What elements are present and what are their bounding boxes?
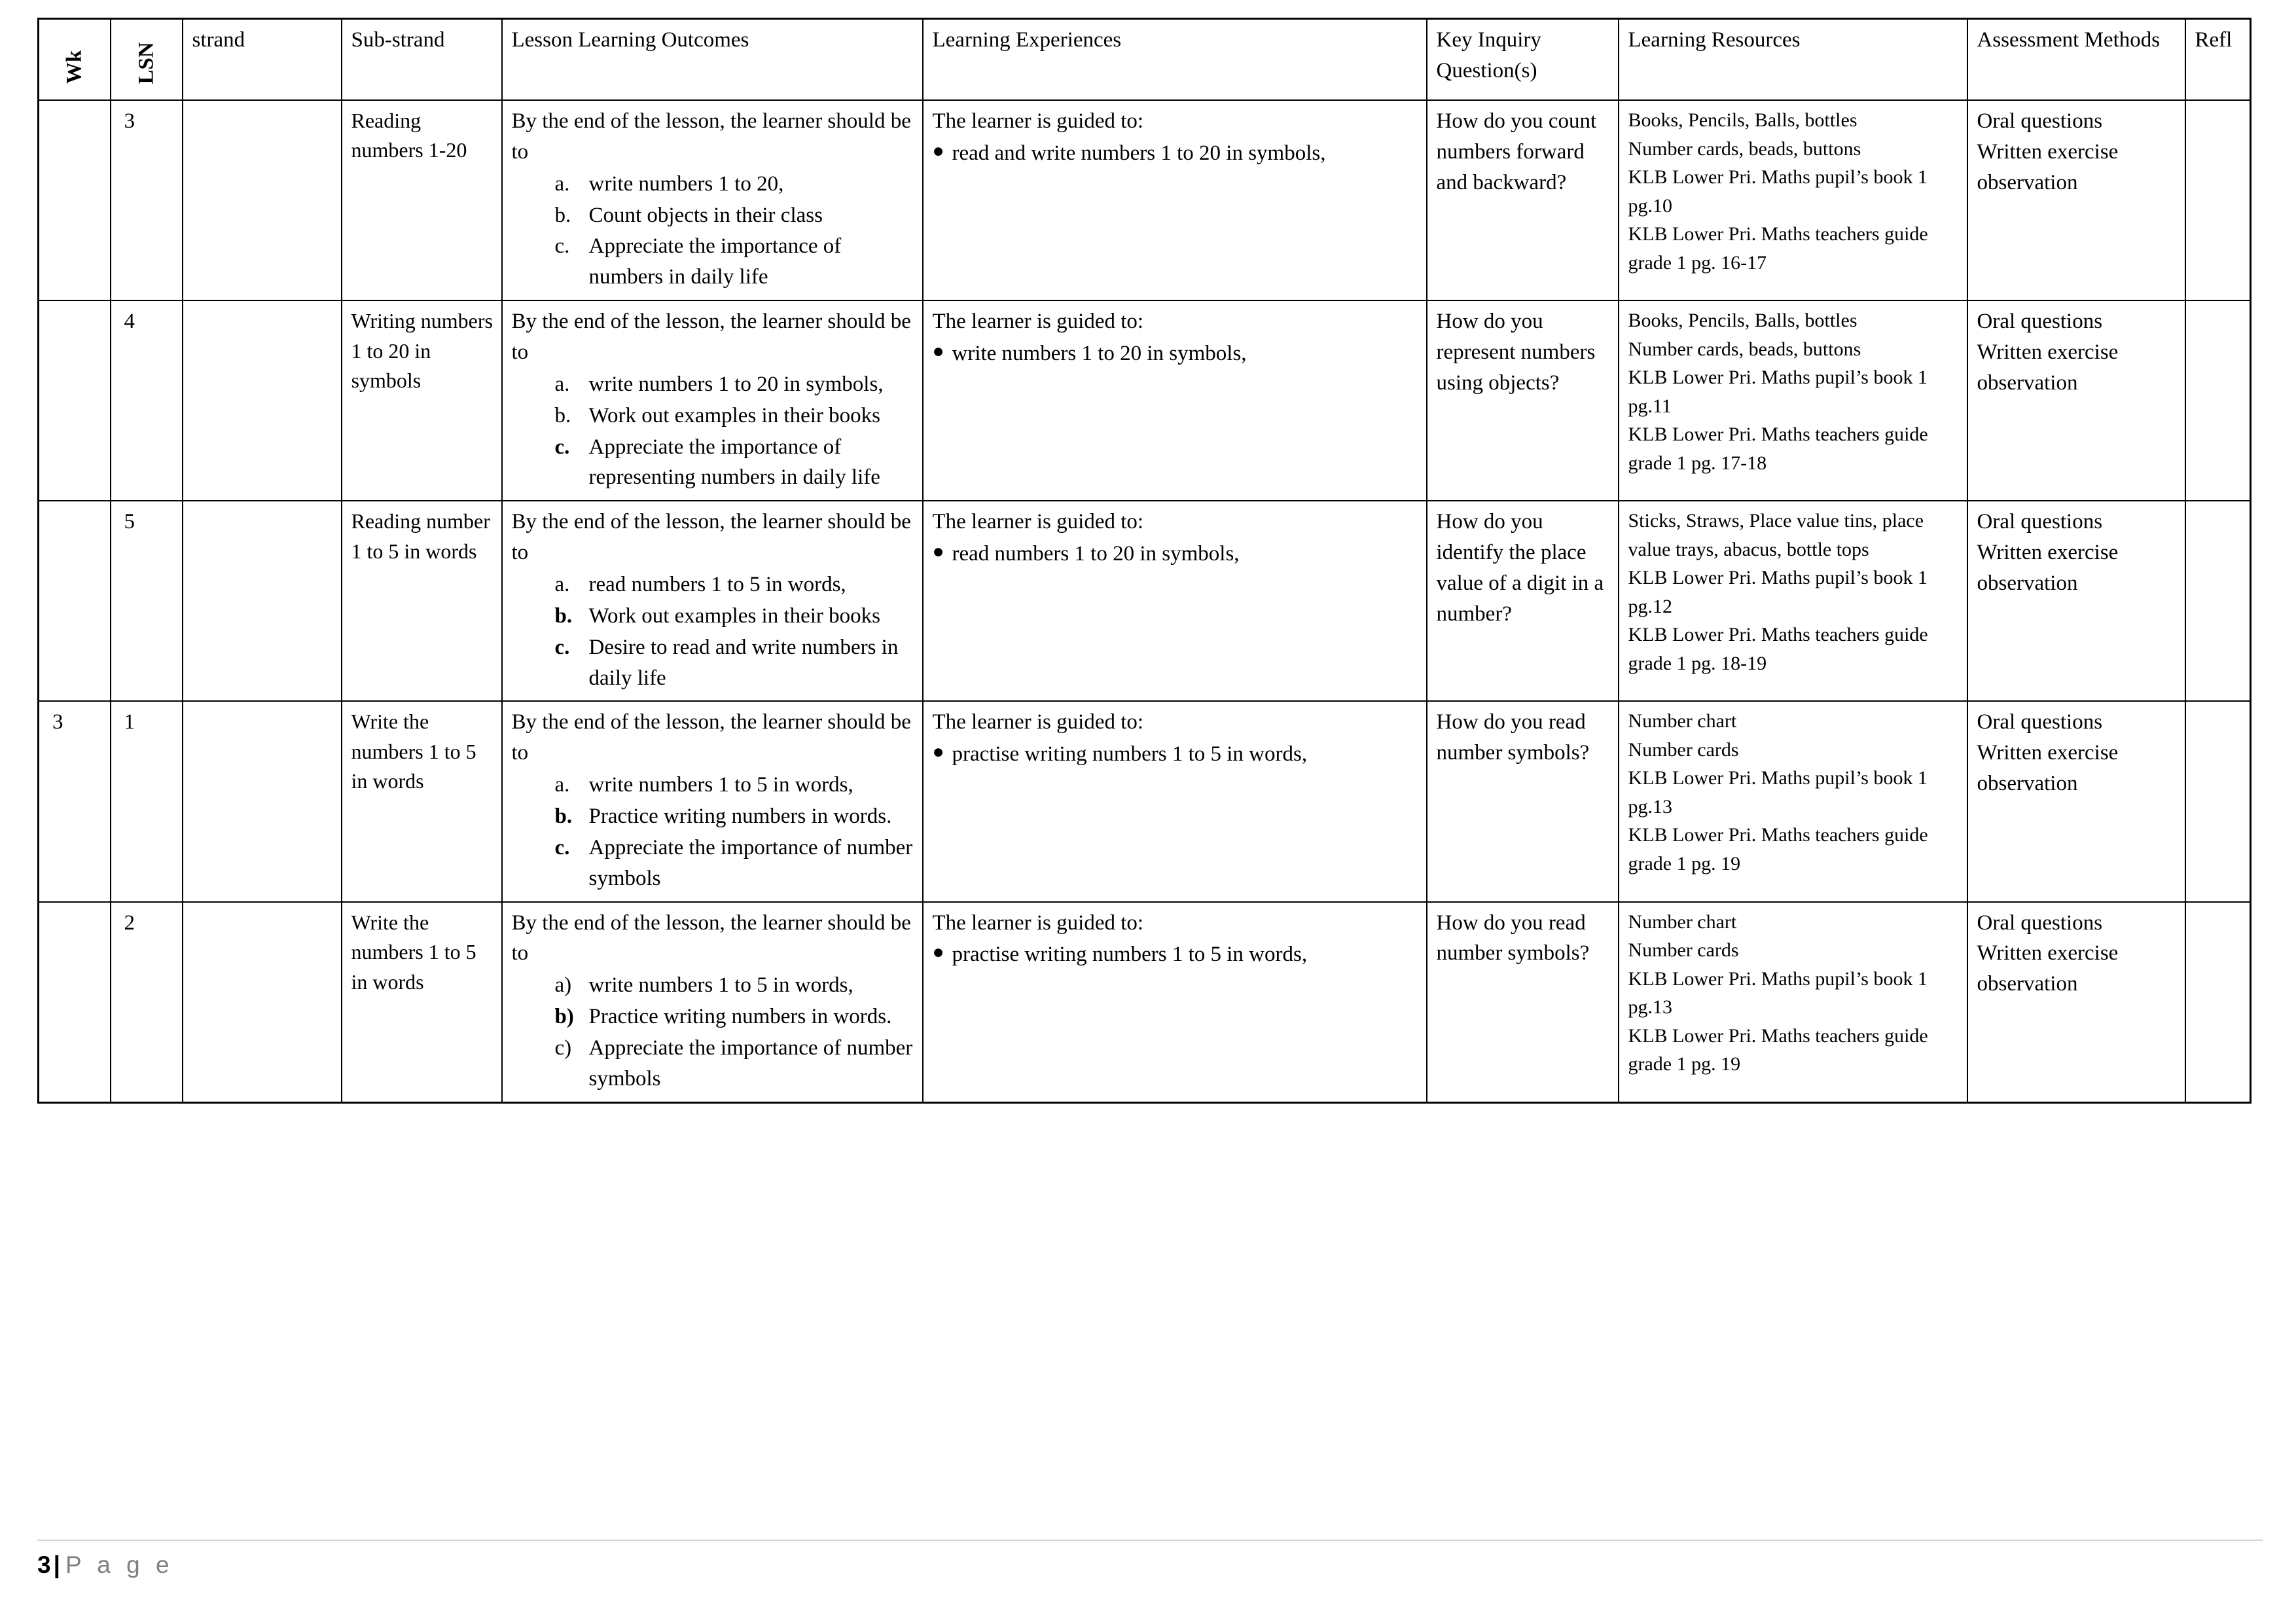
cell-lesson-number: 2 (111, 902, 183, 1103)
outcome-item (555, 432, 914, 494)
cell-sub-strand: Write the numbers 1 to 5 in words (342, 701, 502, 901)
outcome-marker: c. (554, 635, 570, 659)
cell-learning-experiences (923, 300, 1427, 501)
outcome-item (555, 569, 914, 600)
cell-key-inquiry-question: How do you count numbers forward and backward? (1427, 100, 1619, 300)
outcome-text: write numbers 1 to 20 in symbols, (588, 372, 884, 396)
resource-line: Number cards (1628, 738, 1739, 761)
outcome-marker: b. (554, 203, 571, 227)
outcomes-list (512, 369, 914, 493)
outcome-text: Practice writing numbers in words. (588, 1005, 892, 1029)
experiences-list (933, 939, 1418, 970)
experiences-list (933, 338, 1418, 369)
cell-assessment-methods (1967, 501, 2185, 701)
resource-line: Sticks, Straws, Place value tins, place value trays, abacus, bottle tops (1628, 510, 1924, 560)
header-row (39, 19, 2251, 101)
cell-learning-resources (1619, 100, 1967, 300)
column-header-learning-resources: Learning Resources (1619, 19, 1967, 101)
resource-line: Books, Pencils, Balls, bottles (1628, 310, 1857, 332)
assessment-line: Oral questions (1977, 710, 2103, 734)
outcome-text: Appreciate the importance of number symbols (588, 835, 913, 890)
cell-week (39, 100, 111, 300)
experiences-list (933, 138, 1418, 169)
cell-sub-strand: Write the numbers 1 to 5 in words (342, 902, 502, 1103)
column-header-wk-label: Wk (62, 50, 86, 84)
resource-line: Number cards (1628, 939, 1739, 962)
outcome-text: Appreciate the importance of numbers in daily life (588, 234, 842, 289)
cell-learning-experiences (923, 902, 1427, 1103)
cell-learning-resources (1619, 300, 1967, 501)
experience-item (933, 939, 1418, 970)
cell-learning-resources (1619, 902, 1967, 1103)
outcome-marker: a) (554, 973, 572, 998)
column-header-lsn-label: LSN (134, 42, 158, 84)
column-header-learning-experiences: Learning Experiences (923, 19, 1427, 101)
cell-key-inquiry-question: How do you represent numbers using objects? (1427, 300, 1619, 501)
cell-strand (183, 501, 342, 701)
resource-line: KLB Lower Pri. Maths pupil’s book 1 pg.10 (1628, 166, 1928, 217)
cell-lesson-number: 5 (111, 501, 183, 701)
cell-key-inquiry-question: How do you read number symbols? (1427, 701, 1619, 901)
outcome-marker: a. (554, 773, 570, 797)
bullet-icon: ● (932, 340, 944, 363)
footer-page-label: P a g e (65, 1551, 174, 1578)
cell-reflection (2185, 100, 2251, 300)
outcome-text: Work out examples in their books (588, 403, 881, 427)
bullet-icon: ● (932, 541, 944, 563)
bullet-icon: ● (932, 941, 944, 964)
outcomes-list (512, 770, 914, 893)
outcome-item (555, 231, 914, 293)
table-row (39, 100, 2251, 300)
outcome-text: Work out examples in their books (588, 604, 881, 628)
outcome-item (555, 801, 914, 832)
cell-strand (183, 300, 342, 501)
cell-learning-experiences (923, 501, 1427, 701)
experience-text: read numbers 1 to 20 in symbols, (952, 542, 1240, 566)
cell-reflection (2185, 701, 2251, 901)
cell-sub-strand: Reading numbers 1-20 (342, 100, 502, 300)
table-row (39, 501, 2251, 701)
cell-assessment-methods (1967, 100, 2185, 300)
footer-separator: | (53, 1551, 60, 1578)
assessment-line: observation (1977, 370, 2078, 395)
resource-line: Books, Pencils, Balls, bottles (1628, 109, 1857, 131)
assessment-line: Written exercise (1977, 340, 2119, 365)
column-header-sub-strand: Sub-strand (342, 19, 502, 101)
column-header-lesson-learning-outcomes: Lesson Learning Outcomes (502, 19, 923, 101)
assessment-line: Oral questions (1977, 109, 2103, 133)
assessment-line: Oral questions (1977, 510, 2103, 534)
assessment-line: Written exercise (1977, 941, 2119, 965)
resource-line: KLB Lower Pri. Maths teachers guide grade 1 pg. 17-18 (1628, 424, 1928, 474)
assessment-line: Written exercise (1977, 139, 2119, 164)
cell-week (39, 902, 111, 1103)
cell-lesson-number: 4 (111, 300, 183, 501)
outcome-text: Appreciate the importance of representing numbers in daily life (588, 435, 880, 490)
resource-line: Number cards, beads, buttons (1628, 137, 1861, 160)
cell-lesson-learning-outcomes (502, 300, 923, 501)
cell-sub-strand: Reading number 1 to 5 in words (342, 501, 502, 701)
column-header-strand: strand (183, 19, 342, 101)
outcome-item (555, 401, 914, 431)
cell-strand (183, 701, 342, 901)
experiences-intro: The learner is guided to: (932, 109, 1144, 133)
outcome-text: Count objects in their class (588, 203, 823, 227)
bullet-icon: ● (932, 139, 944, 162)
experience-text: read and write numbers 1 to 20 in symbols, (952, 141, 1326, 165)
resource-line: KLB Lower Pri. Maths teachers guide grade 1 pg. 16-17 (1628, 223, 1928, 274)
column-header-lsn (111, 19, 183, 101)
column-header-wk (39, 19, 111, 101)
outcome-text: Practice writing numbers in words. (588, 804, 892, 829)
experiences-intro: The learner is guided to: (932, 710, 1144, 734)
experiences-intro: The learner is guided to: (932, 510, 1144, 534)
cell-lesson-number: 1 (111, 701, 183, 901)
resource-line: KLB Lower Pri. Maths teachers guide grade 1 pg. 18-19 (1628, 624, 1928, 674)
cell-reflection (2185, 300, 2251, 501)
assessment-line: observation (1977, 972, 2078, 996)
experience-text: write numbers 1 to 20 in symbols, (952, 342, 1247, 366)
table-row (39, 701, 2251, 901)
outcome-item (555, 1033, 914, 1094)
cell-key-inquiry-question: How do you identify the place value of a digit in a number? (1427, 501, 1619, 701)
experience-item (933, 539, 1418, 569)
outcome-item (555, 200, 914, 231)
cell-lesson-number: 3 (111, 100, 183, 300)
experiences-list (933, 739, 1418, 770)
resource-line: KLB Lower Pri. Maths teachers guide grade 1 pg. 19 (1628, 824, 1928, 875)
experiences-list (933, 539, 1418, 569)
assessment-line: observation (1977, 170, 2078, 194)
resource-line: Number chart (1628, 710, 1737, 732)
outcomes-intro: By the end of the lesson, the learner should be to (511, 510, 911, 565)
outcome-marker: b. (554, 403, 571, 427)
column-header-key-inquiry-questions: Key Inquiry Question(s) (1427, 19, 1619, 101)
column-header-reflection: Refl (2185, 19, 2251, 101)
table-row (39, 300, 2251, 501)
outcomes-intro: By the end of the lesson, the learner should be to (511, 710, 911, 765)
outcome-item (555, 770, 914, 801)
assessment-line: Oral questions (1977, 310, 2103, 334)
outcome-text: write numbers 1 to 20, (588, 171, 784, 196)
outcome-item (555, 833, 914, 894)
outcome-item (555, 601, 914, 632)
cell-learning-resources (1619, 501, 1967, 701)
outcome-text: write numbers 1 to 5 in words, (588, 973, 853, 998)
outcome-marker: c. (554, 435, 570, 459)
table-body (39, 100, 2251, 1102)
outcome-marker: b. (554, 804, 573, 829)
experience-item (933, 739, 1418, 770)
footer-page-number: 3 (37, 1551, 51, 1578)
outcomes-list (512, 169, 914, 293)
page-footer (37, 1540, 2263, 1579)
cell-sub-strand: Writing numbers 1 to 20 in symbols (342, 300, 502, 501)
cell-reflection (2185, 501, 2251, 701)
outcomes-list (512, 970, 914, 1094)
cell-key-inquiry-question: How do you read number symbols? (1427, 902, 1619, 1103)
cell-learning-experiences (923, 701, 1427, 901)
outcome-marker: c. (554, 835, 570, 859)
outcome-text: Desire to read and write numbers in daily life (588, 635, 899, 690)
outcome-item (555, 369, 914, 400)
resource-line: KLB Lower Pri. Maths pupil’s book 1 pg.12 (1628, 567, 1928, 617)
table-header (39, 19, 2251, 101)
assessment-line: Oral questions (1977, 911, 2103, 935)
cell-assessment-methods (1967, 300, 2185, 501)
bullet-icon: ● (932, 741, 944, 763)
cell-learning-experiences (923, 100, 1427, 300)
experience-item (933, 138, 1418, 169)
resource-line: KLB Lower Pri. Maths pupil’s book 1 pg.13 (1628, 767, 1928, 818)
outcome-item (555, 169, 914, 200)
outcome-text: Appreciate the importance of number symbols (588, 1036, 913, 1091)
outcome-item (555, 1001, 914, 1032)
outcomes-list (512, 569, 914, 693)
outcome-marker: a. (554, 372, 570, 396)
resource-line: Number cards, beads, buttons (1628, 338, 1861, 360)
outcomes-intro: By the end of the lesson, the learner should be to (511, 911, 911, 965)
cell-week (39, 300, 111, 501)
cell-week (39, 501, 111, 701)
cell-strand (183, 902, 342, 1103)
footer-divider (37, 1540, 2263, 1541)
outcome-item (555, 970, 914, 1001)
experience-text: practise writing numbers 1 to 5 in words, (952, 943, 1308, 967)
outcome-marker: b) (554, 1005, 574, 1029)
cell-learning-resources (1619, 701, 1967, 901)
assessment-line: Written exercise (1977, 741, 2119, 765)
scheme-of-work-table (37, 18, 2251, 1104)
cell-strand (183, 100, 342, 300)
outcomes-intro: By the end of the lesson, the learner should be to (511, 310, 911, 365)
outcomes-intro: By the end of the lesson, the learner should be to (511, 109, 911, 164)
outcome-text: read numbers 1 to 5 in words, (588, 573, 846, 597)
table-row (39, 902, 2251, 1103)
footer-text (37, 1551, 2263, 1579)
resource-line: KLB Lower Pri. Maths pupil’s book 1 pg.11 (1628, 367, 1928, 417)
experience-text: practise writing numbers 1 to 5 in words, (952, 742, 1308, 767)
cell-lesson-learning-outcomes (502, 902, 923, 1103)
experience-item (933, 338, 1418, 369)
experiences-intro: The learner is guided to: (932, 310, 1144, 334)
cell-assessment-methods (1967, 902, 2185, 1103)
outcome-marker: b. (554, 604, 573, 628)
outcome-marker: c) (554, 1036, 572, 1060)
outcome-item (555, 632, 914, 694)
outcome-marker: a. (554, 573, 570, 597)
assessment-line: observation (1977, 571, 2078, 596)
experiences-intro: The learner is guided to: (932, 911, 1144, 935)
resource-line: KLB Lower Pri. Maths teachers guide grade 1 pg. 19 (1628, 1024, 1928, 1075)
outcome-marker: c. (554, 234, 570, 259)
cell-lesson-learning-outcomes (502, 701, 923, 901)
cell-assessment-methods (1967, 701, 2185, 901)
outcome-marker: a. (554, 171, 570, 196)
cell-lesson-learning-outcomes (502, 100, 923, 300)
cell-lesson-learning-outcomes (502, 501, 923, 701)
resource-line: Number chart (1628, 911, 1737, 933)
assessment-line: Written exercise (1977, 541, 2119, 565)
assessment-line: observation (1977, 772, 2078, 796)
column-header-assessment-methods: Assessment Methods (1967, 19, 2185, 101)
cell-reflection (2185, 902, 2251, 1103)
resource-line: KLB Lower Pri. Maths pupil’s book 1 pg.13 (1628, 967, 1928, 1019)
outcome-text: write numbers 1 to 5 in words, (588, 773, 853, 797)
cell-week: 3 (39, 701, 111, 901)
